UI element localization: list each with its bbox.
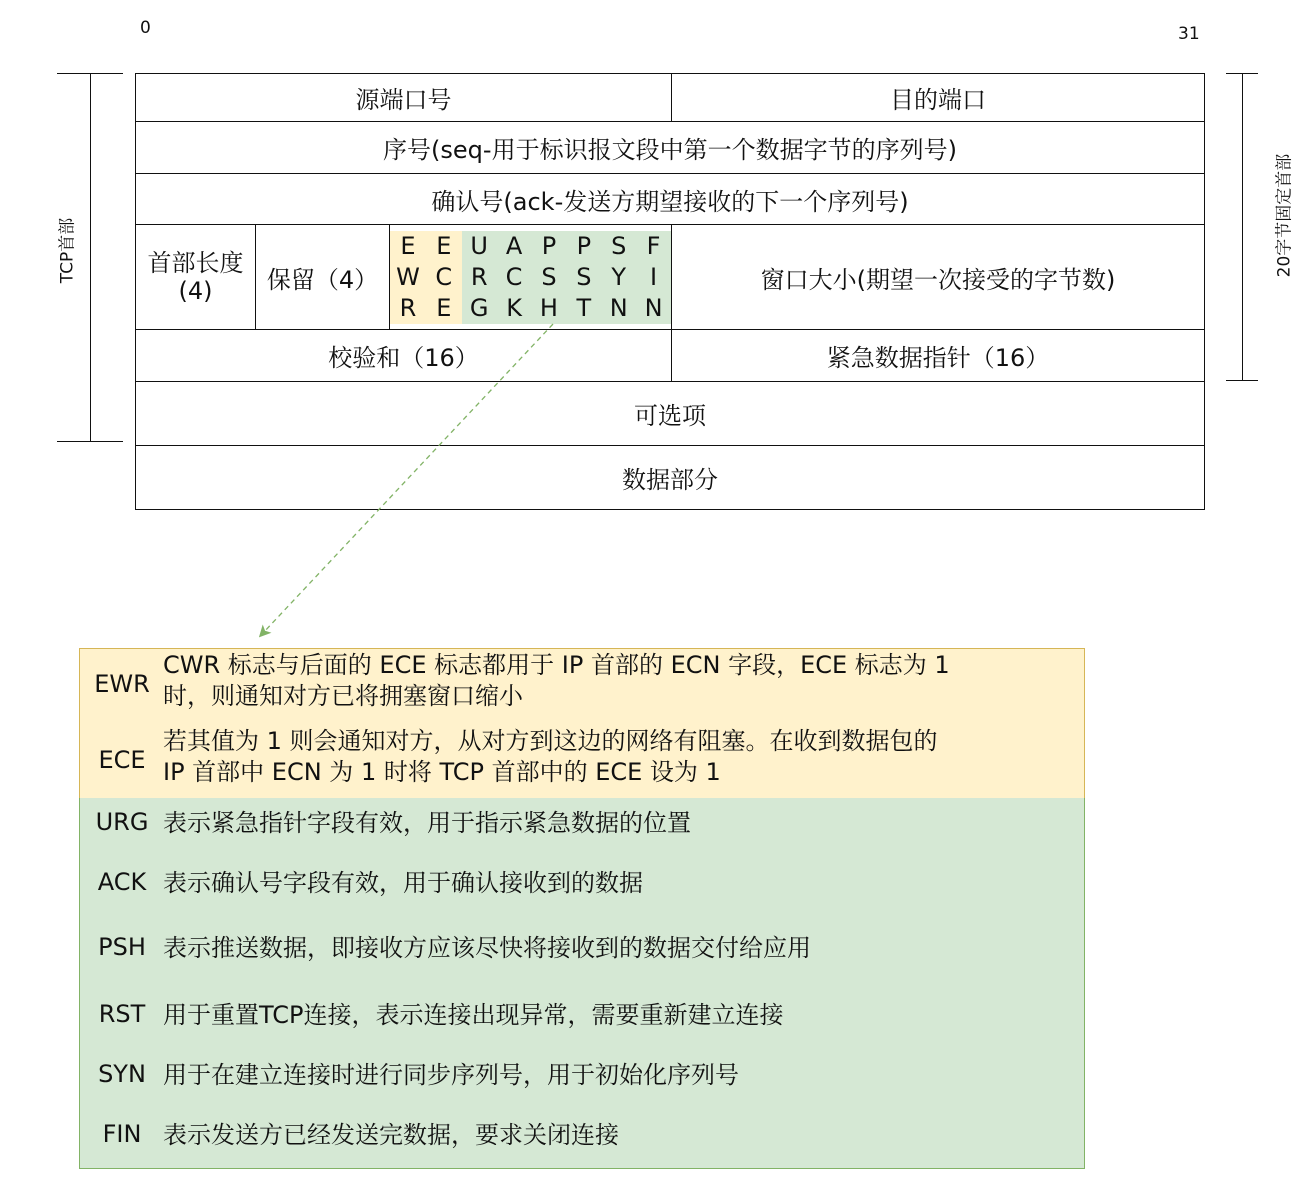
flag-letter: C xyxy=(505,262,523,291)
legend-description xyxy=(163,933,1073,964)
legend-description xyxy=(163,808,1073,839)
legend-description-line: 表示紧急指针字段有效，用于指示紧急数据的位置 xyxy=(163,809,691,837)
reserved-cell: 保留（4） xyxy=(255,225,389,329)
flag-letter: E xyxy=(400,231,416,260)
tcp-header-label: TCP首部 xyxy=(57,217,78,284)
bit-start-label: 0 xyxy=(140,18,151,38)
flag-letter: N xyxy=(644,293,663,322)
legend-key: PSH xyxy=(98,933,146,961)
window-cell: 窗口大小(期望一次接受的字节数) xyxy=(671,225,1204,329)
flag-letter: A xyxy=(505,231,523,260)
options-cell: 可选项 xyxy=(634,402,706,430)
bit-end-label: 31 xyxy=(1178,24,1200,44)
flag-letter: S xyxy=(576,262,592,291)
source-port-cell: 源端口号 xyxy=(355,86,452,114)
flag-letter: R xyxy=(470,262,488,291)
flag-letter: S xyxy=(541,262,557,291)
checksum-cell: 校验和（16） xyxy=(328,344,479,372)
legend-description-line: 用于重置TCP连接，表示连接出现异常，需要重新建立连接 xyxy=(163,1001,784,1029)
legend-description-line: IP 首部中 ECN 为 1 时将 TCP 首部中的 ECE 设为 1 xyxy=(163,758,721,786)
legend-description xyxy=(163,650,1073,712)
header-length-label: 首部长度 xyxy=(147,249,244,277)
legend-description-line: 用于在建立连接时进行同步序列号，用于初始化序列号 xyxy=(163,1061,739,1089)
legend-description xyxy=(163,1060,1073,1091)
legend-key: URG xyxy=(95,808,149,836)
flag-letter: E xyxy=(436,231,452,260)
legend-description xyxy=(163,1120,1073,1151)
flag-letter: Y xyxy=(611,262,627,291)
legend-key: SYN xyxy=(98,1060,146,1088)
flag-letter: U xyxy=(470,231,488,260)
flag-letter: H xyxy=(539,293,558,322)
legend-key: EWR xyxy=(94,670,150,698)
legend-key: FIN xyxy=(102,1120,142,1148)
flag-letter: P xyxy=(576,231,592,260)
legend-description-line: 表示确认号字段有效，用于确认接收到的数据 xyxy=(163,869,643,897)
flag-letter: G xyxy=(469,293,489,322)
dest-port-cell: 目的端口 xyxy=(671,74,1204,121)
flag-letter: N xyxy=(609,293,628,322)
legend-description-line: CWR 标志与后面的 ECE 标志都用于 IP 首部的 ECN 字段，ECE 标志为 1 xyxy=(163,651,950,679)
urgent-pointer-cell: 紧急数据指针（16） xyxy=(671,330,1204,381)
legend-key: RST xyxy=(98,1000,146,1028)
flag-letter: T xyxy=(576,293,592,322)
fixed-header-label: 20字节固定首部 xyxy=(1274,153,1295,278)
flag-letter: C xyxy=(435,262,453,291)
flags-legend xyxy=(79,648,1085,1169)
flag-letter: F xyxy=(646,231,661,260)
data-cell: 数据部分 xyxy=(622,466,718,494)
legend-key: ECE xyxy=(98,746,146,774)
flag-letter: W xyxy=(396,262,420,291)
flag-letter: K xyxy=(506,293,522,322)
legend-description-line: 表示推送数据，即接收方应该尽快将接收到的数据交付给应用 xyxy=(163,934,811,962)
legend-description xyxy=(163,726,1073,788)
ack-cell: 确认号(ack-发送方期望接收的下一个序列号) xyxy=(431,187,909,216)
header-length-size: (4) xyxy=(178,277,213,305)
legend-description xyxy=(163,1000,1073,1031)
legend-description xyxy=(163,868,1073,899)
legend-description-line: 若其值为 1 则会通知对方，从对方到这边的网络有阻塞。在收到数据包的 xyxy=(163,727,938,755)
flag-letter: E xyxy=(436,293,452,322)
flag-letter: P xyxy=(541,231,557,260)
flag-letter: R xyxy=(399,293,417,322)
legend-description-line: 表示发送方已经发送完数据，要求关闭连接 xyxy=(163,1121,619,1149)
legend-description-line: 时，则通知对方已将拥塞窗口缩小 xyxy=(163,682,523,710)
seq-cell: 序号(seq-用于标识报文段中第一个数据字节的序列号) xyxy=(383,136,957,164)
flag-letter: I xyxy=(650,262,658,291)
flag-letter: S xyxy=(611,231,627,260)
legend-key: ACK xyxy=(97,868,147,896)
legend-standard-section xyxy=(79,798,1085,1169)
